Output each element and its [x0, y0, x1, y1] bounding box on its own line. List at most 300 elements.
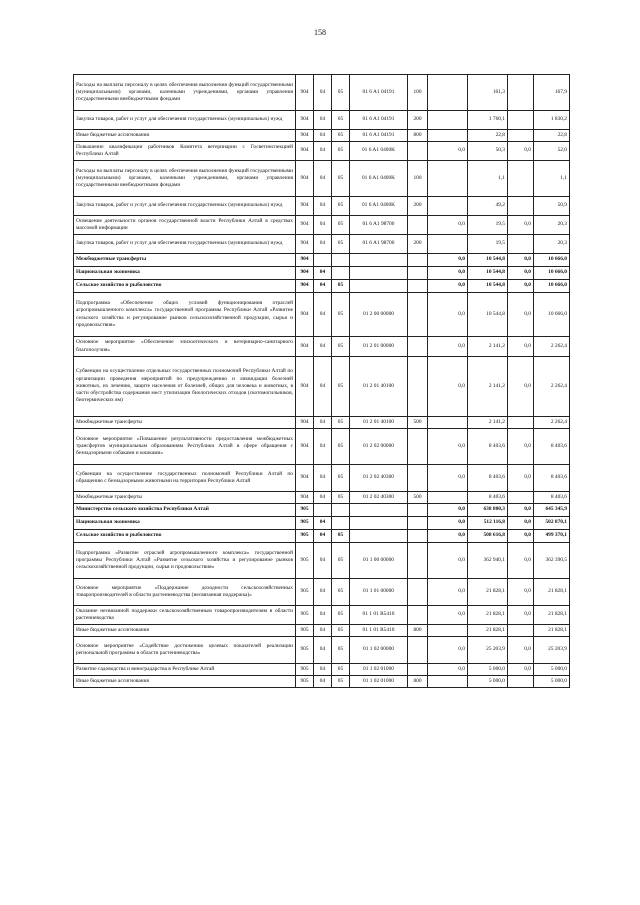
cell-section: 04 [314, 417, 332, 429]
cell-value-4: 5 000,0 [534, 676, 570, 688]
cell-target-article [350, 254, 408, 267]
cell-value-3: 0,0 [508, 543, 534, 579]
cell-value-2: 19,5 [468, 235, 508, 254]
cell-value-2: 2 141,2 [468, 417, 508, 429]
cell-value-1 [428, 75, 468, 111]
cell-value-1: 0,0 [428, 664, 468, 676]
cell-admin-code: 904 [296, 142, 314, 161]
cell-value-4: 21 828,1 [534, 606, 570, 625]
cell-name: Подпрограмма «Развитие отраслей агропромышленного комплекса» государственной программы Республики Алтай «Развитие сельского хозяйства и регулирование рынков сельскохозяйственной продукции, сырья и продовольствия» [74, 543, 296, 579]
cell-subsection: 05 [332, 161, 350, 197]
cell-value-3: 0,0 [508, 517, 534, 530]
table-row [74, 530, 570, 543]
cell-value-4: 20,3 [534, 235, 570, 254]
cell-section: 04 [314, 517, 332, 530]
cell-value-4: 2 262,4 [534, 357, 570, 417]
cell-value-4: 1 830,2 [534, 111, 570, 130]
cell-value-3 [508, 492, 534, 504]
cell-admin-code: 904 [296, 197, 314, 216]
cell-section: 04 [314, 130, 332, 142]
cell-value-4: 362 390,5 [534, 543, 570, 579]
cell-subsection: 05 [332, 664, 350, 676]
cell-subsection: 05 [332, 579, 350, 606]
cell-admin-code: 905 [296, 606, 314, 625]
cell-target-article: 01 6 A1 04191 [350, 130, 408, 142]
cell-section: 04 [314, 293, 332, 337]
cell-expense-type: 800 [408, 625, 428, 637]
table-row [74, 417, 570, 429]
cell-subsection: 05 [332, 429, 350, 465]
cell-target-article: 01 1 02 00000 [350, 637, 408, 664]
cell-name: Сельское хозяйство и рыболовство [74, 530, 296, 543]
cell-value-2: 1 760,1 [468, 111, 508, 130]
cell-expense-type [408, 504, 428, 517]
cell-value-4: 1,1 [534, 161, 570, 197]
table-row [74, 465, 570, 492]
cell-value-1: 0,0 [428, 579, 468, 606]
cell-name: Национальная экономика [74, 267, 296, 280]
cell-value-4: 22,8 [534, 130, 570, 142]
cell-expense-type [408, 465, 428, 492]
cell-value-3 [508, 625, 534, 637]
cell-name: Расходы на выплаты персоналу в целях обеспечения выполнения функций государственными (муниципальными) органами, казенными учреждениями, органами управления государственными внебюджетными фондами [74, 75, 296, 111]
cell-target-article: 01 6 A1 98700 [350, 216, 408, 235]
cell-expense-type [408, 280, 428, 293]
cell-target-article: 01 2 01 40100 [350, 417, 408, 429]
cell-value-3 [508, 417, 534, 429]
cell-name: Межбюджетные трансферты [74, 417, 296, 429]
cell-admin-code: 904 [296, 492, 314, 504]
cell-value-3: 0,0 [508, 504, 534, 517]
cell-value-3: 0,0 [508, 357, 534, 417]
cell-admin-code: 904 [296, 337, 314, 357]
cell-subsection: 05 [332, 280, 350, 293]
cell-subsection: 05 [332, 543, 350, 579]
cell-value-4: 10 666,0 [534, 254, 570, 267]
cell-value-3: 0,0 [508, 293, 534, 337]
cell-admin-code: 904 [296, 216, 314, 235]
cell-target-article: 01 2 02 00000 [350, 429, 408, 465]
cell-section: 04 [314, 216, 332, 235]
cell-name: Повышение квалификации работников Комитета ветеринарии с Госветинспекцией Республики Алтай [74, 142, 296, 161]
cell-value-3: 0,0 [508, 429, 534, 465]
cell-subsection: 05 [332, 293, 350, 337]
cell-name: Межбюджетные трансферты [74, 254, 296, 267]
cell-value-2: 19,5 [468, 216, 508, 235]
cell-name: Субвенции на осуществление государственных полномочий Республики Алтай по обращению с безнадзорными животными на территории Республики Алтай [74, 465, 296, 492]
cell-value-4: 21 828,1 [534, 579, 570, 606]
table-row [74, 293, 570, 337]
table-row [74, 664, 570, 676]
cell-subsection [332, 504, 350, 517]
cell-name: Основное мероприятие «Повышение результативности предоставления межбюджетных трансфертов муниципальным образованиям Республики Алтай в сфере обращения с безнадзорными собаками и кошками» [74, 429, 296, 465]
cell-value-4: 167,9 [534, 75, 570, 111]
cell-name: Подпрограмма «Обеспечение общих условий функционирования отраслей агропромышленного комплекса» государственной программы Республики Алтай «Развитие сельского хозяйства и регулирование рынков сельскохозяйственной продукции, сырья и продовольствия» [74, 293, 296, 337]
cell-section: 04 [314, 676, 332, 688]
table-row [74, 142, 570, 161]
cell-section: 04 [314, 543, 332, 579]
cell-target-article: 01 1 02 01000 [350, 664, 408, 676]
budget-table [73, 74, 570, 688]
cell-admin-code: 904 [296, 75, 314, 111]
cell-subsection [332, 517, 350, 530]
cell-section: 04 [314, 465, 332, 492]
cell-section [314, 504, 332, 517]
cell-expense-type [408, 517, 428, 530]
cell-value-4: 8 403,6 [534, 492, 570, 504]
cell-value-4: 10 666,0 [534, 280, 570, 293]
cell-admin-code: 905 [296, 664, 314, 676]
cell-section: 04 [314, 637, 332, 664]
cell-value-1: 0,0 [428, 637, 468, 664]
cell-value-2: 161,3 [468, 75, 508, 111]
cell-value-4: 5 000,0 [534, 664, 570, 676]
cell-value-4: 499 370,1 [534, 530, 570, 543]
cell-section: 04 [314, 197, 332, 216]
cell-value-1: 0,0 [428, 504, 468, 517]
cell-name: Развитие садоводства и виноградарства в Республике Алтай [74, 664, 296, 676]
budget-table-body [74, 75, 570, 688]
cell-admin-code: 905 [296, 676, 314, 688]
table-row [74, 130, 570, 142]
cell-value-4: 52,0 [534, 142, 570, 161]
table-row [74, 216, 570, 235]
cell-section: 04 [314, 142, 332, 161]
cell-value-1: 0,0 [428, 254, 468, 267]
cell-value-3 [508, 111, 534, 130]
cell-target-article: 01 2 01 40100 [350, 357, 408, 417]
cell-subsection: 05 [332, 130, 350, 142]
cell-value-1: 0,0 [428, 357, 468, 417]
cell-value-1: 0,0 [428, 429, 468, 465]
cell-admin-code: 905 [296, 579, 314, 606]
cell-target-article [350, 530, 408, 543]
cell-value-2: 5 000,0 [468, 676, 508, 688]
table-row [74, 625, 570, 637]
cell-target-article: 01 6 A1 0400K [350, 142, 408, 161]
cell-target-article [350, 267, 408, 280]
cell-expense-type: 500 [408, 492, 428, 504]
cell-value-1: 0,0 [428, 337, 468, 357]
cell-value-3: 0,0 [508, 254, 534, 267]
cell-value-2: 8 403,6 [468, 429, 508, 465]
cell-name: Основное мероприятие «Поддержание доходности сельскохозяйственных товаропроизводителей в области растениеводства (несвязанная поддержка)» [74, 579, 296, 606]
cell-subsection: 05 [332, 75, 350, 111]
cell-value-3 [508, 676, 534, 688]
cell-value-1: 0,0 [428, 543, 468, 579]
cell-target-article: 01 6 A1 04191 [350, 111, 408, 130]
cell-admin-code: 904 [296, 357, 314, 417]
cell-value-1 [428, 161, 468, 197]
cell-target-article: 01 2 02 40300 [350, 465, 408, 492]
cell-value-1 [428, 625, 468, 637]
cell-expense-type [408, 337, 428, 357]
cell-expense-type: 200 [408, 111, 428, 130]
cell-value-4: 10 666,0 [534, 293, 570, 337]
table-row [74, 197, 570, 216]
cell-name: Закупка товаров, работ и услуг для обеспечения государственных (муниципальных) нужд [74, 235, 296, 254]
cell-admin-code: 904 [296, 130, 314, 142]
cell-subsection: 05 [332, 337, 350, 357]
cell-value-2: 49,2 [468, 197, 508, 216]
cell-expense-type: 200 [408, 235, 428, 254]
cell-value-3: 0,0 [508, 216, 534, 235]
cell-target-article [350, 504, 408, 517]
table-row [74, 161, 570, 197]
cell-expense-type [408, 530, 428, 543]
cell-value-3: 0,0 [508, 530, 534, 543]
table-row [74, 357, 570, 417]
cell-name: Расходы на выплаты персоналу в целях обеспечения выполнения функций государственными (муниципальными) органами, казенными учреждениями, органами управления государственными внебюджетными фондами [74, 161, 296, 197]
cell-target-article: 01 1 01 00000 [350, 579, 408, 606]
cell-value-1: 0,0 [428, 293, 468, 337]
cell-admin-code: 904 [296, 235, 314, 254]
cell-name: Основное мероприятие «Содействие достижению целевых показателей реализации региональной программы в области растениеводства» [74, 637, 296, 664]
cell-subsection [332, 254, 350, 267]
cell-target-article: 01 6 A1 0400K [350, 161, 408, 197]
cell-subsection [332, 267, 350, 280]
cell-value-2: 10 544,8 [468, 280, 508, 293]
cell-value-1 [428, 111, 468, 130]
cell-name: Сельское хозяйство и рыболовство [74, 280, 296, 293]
table-row [74, 676, 570, 688]
cell-name: Межбюджетные трансферты [74, 492, 296, 504]
cell-subsection: 05 [332, 465, 350, 492]
cell-value-2: 5 000,0 [468, 664, 508, 676]
cell-admin-code: 904 [296, 267, 314, 280]
cell-target-article: 01 1 01 R5410 [350, 606, 408, 625]
cell-value-3 [508, 197, 534, 216]
cell-admin-code: 905 [296, 504, 314, 517]
cell-value-1: 0,0 [428, 267, 468, 280]
cell-section: 04 [314, 492, 332, 504]
cell-target-article: 01 2 01 00000 [350, 337, 408, 357]
cell-value-3: 0,0 [508, 142, 534, 161]
cell-subsection: 05 [332, 357, 350, 417]
cell-expense-type: 800 [408, 676, 428, 688]
cell-value-3: 0,0 [508, 465, 534, 492]
cell-value-4: 2 262,4 [534, 417, 570, 429]
cell-expense-type: 800 [408, 130, 428, 142]
cell-value-2: 8 403,6 [468, 492, 508, 504]
cell-subsection: 05 [332, 606, 350, 625]
cell-value-1: 0,0 [428, 465, 468, 492]
cell-subsection: 05 [332, 235, 350, 254]
cell-value-3: 0,0 [508, 280, 534, 293]
cell-subsection: 05 [332, 637, 350, 664]
cell-expense-type [408, 429, 428, 465]
cell-value-1 [428, 197, 468, 216]
cell-value-4: 20,3 [534, 216, 570, 235]
table-row [74, 111, 570, 130]
cell-value-4: 645 345,9 [534, 504, 570, 517]
cell-value-2: 2 141,2 [468, 357, 508, 417]
cell-expense-type: 200 [408, 197, 428, 216]
cell-target-article: 01 1 02 01000 [350, 676, 408, 688]
cell-subsection: 05 [332, 676, 350, 688]
cell-value-1 [428, 676, 468, 688]
cell-value-3: 0,0 [508, 579, 534, 606]
cell-admin-code: 904 [296, 429, 314, 465]
cell-value-1 [428, 235, 468, 254]
cell-target-article: 01 2 00 00000 [350, 293, 408, 337]
cell-expense-type [408, 637, 428, 664]
cell-expense-type [408, 579, 428, 606]
table-row [74, 235, 570, 254]
cell-admin-code: 904 [296, 293, 314, 337]
cell-section: 04 [314, 429, 332, 465]
cell-admin-code: 905 [296, 543, 314, 579]
cell-section: 04 [314, 606, 332, 625]
table-row [74, 429, 570, 465]
cell-expense-type [408, 664, 428, 676]
cell-section: 04 [314, 337, 332, 357]
cell-value-2: 638 800,3 [468, 504, 508, 517]
cell-value-2: 21 828,1 [468, 625, 508, 637]
cell-expense-type [408, 293, 428, 337]
cell-name: Закупка товаров, работ и услуг для обеспечения государственных (муниципальных) нужд [74, 197, 296, 216]
cell-target-article: 01 6 A1 98700 [350, 235, 408, 254]
cell-value-4: 8 403,6 [534, 465, 570, 492]
cell-value-2: 10 544,8 [468, 254, 508, 267]
cell-value-2: 22,8 [468, 130, 508, 142]
cell-expense-type [408, 142, 428, 161]
cell-expense-type: 100 [408, 75, 428, 111]
cell-value-4: 8 403,6 [534, 429, 570, 465]
table-row [74, 267, 570, 280]
cell-value-3: 0,0 [508, 664, 534, 676]
cell-value-2: 1,1 [468, 161, 508, 197]
cell-expense-type [408, 267, 428, 280]
table-row [74, 504, 570, 517]
cell-value-1: 0,0 [428, 216, 468, 235]
cell-value-1 [428, 417, 468, 429]
cell-value-1 [428, 130, 468, 142]
cell-admin-code: 904 [296, 161, 314, 197]
cell-target-article [350, 280, 408, 293]
cell-target-article: 01 2 02 40300 [350, 492, 408, 504]
cell-target-article: 01 1 01 R5410 [350, 625, 408, 637]
page-number: 158 [314, 28, 326, 37]
cell-admin-code: 905 [296, 625, 314, 637]
cell-section: 04 [314, 161, 332, 197]
cell-value-3 [508, 161, 534, 197]
table-row [74, 254, 570, 267]
cell-value-4: 50,9 [534, 197, 570, 216]
cell-value-1: 0,0 [428, 606, 468, 625]
cell-value-4: 25 203,9 [534, 637, 570, 664]
cell-value-4: 10 666,0 [534, 267, 570, 280]
cell-admin-code: 904 [296, 465, 314, 492]
cell-value-1 [428, 492, 468, 504]
cell-value-3: 0,0 [508, 637, 534, 664]
cell-section [314, 254, 332, 267]
table-row [74, 280, 570, 293]
cell-name: Основное мероприятие «Обеспечение эпизоотического и ветеринарно-санитарного благополучия» [74, 337, 296, 357]
cell-value-4: 2 262,4 [534, 337, 570, 357]
cell-subsection: 05 [332, 492, 350, 504]
cell-admin-code: 904 [296, 417, 314, 429]
cell-expense-type [408, 216, 428, 235]
cell-expense-type [408, 357, 428, 417]
cell-admin-code: 904 [296, 254, 314, 267]
cell-name: Освещение деятельности органов государственной власти Республики Алтай в средствах массовой информации [74, 216, 296, 235]
cell-value-2: 21 828,1 [468, 606, 508, 625]
cell-subsection: 05 [332, 216, 350, 235]
cell-name: Национальная экономика [74, 517, 296, 530]
cell-admin-code: 905 [296, 637, 314, 664]
cell-expense-type [408, 543, 428, 579]
table-row [74, 606, 570, 625]
cell-name: Иные бюджетные ассигнования [74, 130, 296, 142]
cell-value-1: 0,0 [428, 530, 468, 543]
cell-expense-type: 100 [408, 161, 428, 197]
cell-target-article [350, 517, 408, 530]
cell-value-2: 508 616,8 [468, 530, 508, 543]
cell-name: Оказание несвязанной поддержки сельскохозяйственным товаропроизводителям в области растениеводства [74, 606, 296, 625]
cell-value-3: 0,0 [508, 267, 534, 280]
table-row [74, 75, 570, 111]
cell-section: 04 [314, 111, 332, 130]
cell-subsection: 05 [332, 530, 350, 543]
cell-name: Иные бюджетные ассигнования [74, 676, 296, 688]
cell-section: 04 [314, 235, 332, 254]
cell-expense-type: 500 [408, 417, 428, 429]
cell-value-3: 0,0 [508, 606, 534, 625]
cell-name: Министерство сельского хозяйства Республики Алтай [74, 504, 296, 517]
cell-value-2: 10 544,8 [468, 293, 508, 337]
cell-value-3: 0,0 [508, 337, 534, 357]
cell-admin-code: 904 [296, 280, 314, 293]
cell-subsection: 05 [332, 142, 350, 161]
cell-value-3 [508, 235, 534, 254]
cell-subsection: 05 [332, 111, 350, 130]
table-row [74, 492, 570, 504]
table-row [74, 637, 570, 664]
cell-value-2: 512 116,8 [468, 517, 508, 530]
cell-name: Субвенции на осуществление отдельных государственных полномочий Республики Алтай по организации проведения мероприятий по предупреждению и ликвидации болезней животных, их лечению, защите населения от болезней, общих для человека и животных, в части обустройства содержания мест утилизации биологических отходов (скотомогильников, биотермических ям) [74, 357, 296, 417]
cell-value-4: 502 870,1 [534, 517, 570, 530]
cell-section: 04 [314, 267, 332, 280]
cell-value-2: 25 203,9 [468, 637, 508, 664]
cell-subsection: 05 [332, 625, 350, 637]
cell-value-3 [508, 130, 534, 142]
cell-value-2: 362 940,1 [468, 543, 508, 579]
cell-admin-code: 905 [296, 517, 314, 530]
cell-value-1: 0,0 [428, 280, 468, 293]
table-row [74, 579, 570, 606]
cell-expense-type [408, 254, 428, 267]
cell-section: 04 [314, 75, 332, 111]
cell-value-4: 21 828,1 [534, 625, 570, 637]
cell-value-2: 2 141,2 [468, 337, 508, 357]
cell-value-3 [508, 75, 534, 111]
cell-section: 04 [314, 579, 332, 606]
cell-admin-code: 904 [296, 111, 314, 130]
table-row [74, 517, 570, 530]
cell-value-2: 21 828,1 [468, 579, 508, 606]
table-row [74, 337, 570, 357]
cell-section: 04 [314, 357, 332, 417]
cell-subsection: 05 [332, 197, 350, 216]
cell-section: 04 [314, 530, 332, 543]
cell-section: 04 [314, 625, 332, 637]
cell-target-article: 01 6 A1 0400K [350, 197, 408, 216]
cell-value-2: 50,3 [468, 142, 508, 161]
cell-value-1: 0,0 [428, 142, 468, 161]
cell-section: 04 [314, 280, 332, 293]
cell-target-article: 01 1 00 00000 [350, 543, 408, 579]
